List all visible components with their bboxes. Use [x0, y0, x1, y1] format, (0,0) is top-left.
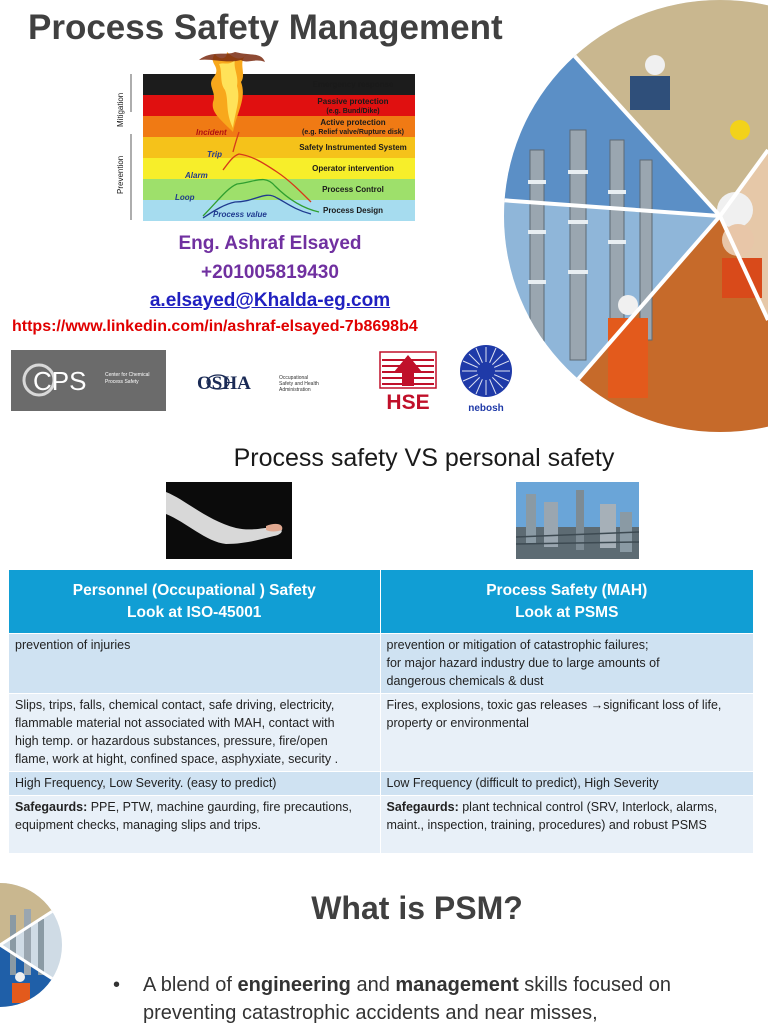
layer-label: Operator intervention — [312, 164, 394, 173]
industrial-photo-collage-small — [0, 865, 62, 1024]
injured-arm-photo — [166, 482, 292, 559]
layer-label: Process Design — [322, 206, 384, 215]
layers-of-protection-diagram — [115, 52, 420, 227]
page-title: Process Safety Management — [28, 8, 503, 47]
trip-label: Trip — [207, 150, 222, 159]
svg-text:Occupational: Occupational — [279, 375, 309, 381]
svg-text:Process Safety: Process Safety — [105, 379, 139, 385]
layer-sublabel: (e.g. Bund/Dike) — [326, 108, 380, 115]
table-row — [9, 796, 753, 854]
table-cell: prevention of injuries — [9, 634, 380, 694]
psm-heading: What is PSM? — [311, 890, 523, 926]
author-phone: +201005819430 — [201, 262, 339, 283]
svg-text:CPS: CPS — [33, 366, 87, 396]
header-personnel-safety: Personnel (Occupational ) Safety Look at ISO-45001 — [9, 570, 380, 634]
loop-label: Loop — [175, 193, 195, 202]
svg-text:OSHA: OSHA — [197, 373, 251, 394]
comparison-table — [9, 570, 753, 854]
layer-label: Active protection — [320, 118, 386, 127]
mitigation-label: Mitigation — [116, 92, 125, 127]
author-name: Eng. Ashraf Elsayed — [178, 233, 362, 254]
author-email-link[interactable]: a.elsayed@Khalda-eg.com — [149, 290, 391, 311]
ccps-logo — [11, 350, 166, 411]
svg-text:nebosh: nebosh — [468, 403, 504, 413]
table-cell: Low Frequency (difficult to predict), High Severity — [380, 772, 753, 796]
svg-text:Administration: Administration — [279, 387, 311, 393]
header-process-safety: Process Safety (MAH) Look at PSMS — [380, 570, 753, 634]
layer-label: Process Control — [322, 185, 384, 194]
section-subtitle: Process safety VS personal safety — [233, 444, 615, 472]
svg-text:Center for Chemical: Center for Chemical — [105, 372, 150, 378]
list-item: • A blend of engineering and management skills focused on preventing catastrophic accidents and near misses, — [113, 971, 743, 1027]
svg-text:HSE: HSE — [386, 391, 430, 411]
table-cell: Fires, explosions, toxic gas releases →significant loss of life, property or environmental — [380, 694, 753, 772]
svg-text:Safety and Health: Safety and Health — [279, 381, 319, 387]
bullet-marker: • — [113, 974, 121, 996]
hse-logo — [378, 350, 438, 411]
layer-label: Safety Instrumented System — [299, 143, 407, 152]
incident-label: Incident — [196, 128, 227, 137]
prevention-label: Prevention — [116, 155, 125, 194]
table-cell: Slips, trips, falls, chemical contact, safe driving, electricity, flammable material not associated with MAH, contact with high temp. or hazardous substances, pressure, fire/open flame, work at hight, confined space, asphyxiate, security . — [9, 694, 380, 772]
layer-sublabel: (e.g. Relief valve/Rupture disk) — [302, 129, 404, 136]
osha-logo — [195, 370, 345, 395]
linkedin-link[interactable]: https://www.linkedin.com/in/ashraf-elsayed-7b8698b4 — [12, 318, 418, 335]
process-value-label: Process value — [213, 210, 267, 219]
table-row — [9, 634, 753, 694]
table-cell: Safegaurds: PPE, PTW, machine gaurding, fire precautions, equipment checks, managing slips and trips. — [9, 796, 380, 854]
table-cell: Safegaurds: plant technical control (SRV, Interlock, alarms, maint., inspection, training, procedures) and robust PSMS — [380, 796, 753, 854]
table-row — [9, 694, 753, 772]
process-plant-photo — [516, 482, 639, 559]
table-header-row — [9, 570, 753, 634]
industrial-photo-collage — [500, 0, 768, 432]
layer-label: Emergency response — [312, 80, 394, 89]
alarm-label: Alarm — [185, 171, 208, 180]
layer-label: Passive protection — [317, 97, 389, 106]
table-cell: High Frequency, Low Severity. (easy to predict) — [9, 772, 380, 796]
table-cell: prevention or mitigation of catastrophic failures; for major hazard industry due to large amounts of dangerous chemicals & dust — [380, 634, 753, 694]
table-row — [9, 772, 753, 796]
